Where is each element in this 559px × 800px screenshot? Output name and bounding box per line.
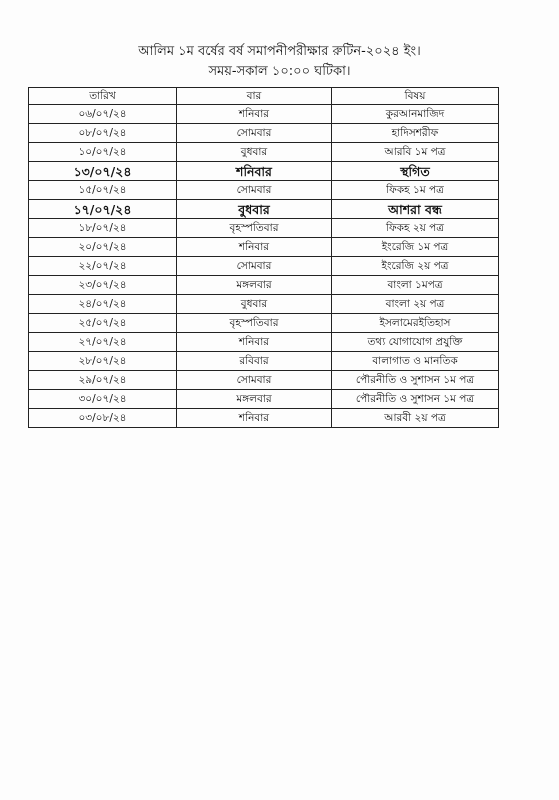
cell-day: বুধবার: [177, 200, 332, 219]
table-row: [29, 181, 499, 200]
table-row: [29, 352, 499, 371]
cell-date: ২০/০৭/২৪: [29, 238, 177, 257]
cell-date: ২২/০৭/২৪: [29, 257, 177, 276]
cell-day: শনিবার: [177, 409, 332, 428]
cell-date: ১৮/০৭/২৪: [29, 219, 177, 238]
table-row: [29, 238, 499, 257]
cell-date: ২৩/০৭/২৪: [29, 276, 177, 295]
cell-subject: বালাগাত ও মানতিক: [332, 352, 499, 371]
cell-subject: পৌরনীতি ও সুশাসন ১ম পত্র: [332, 371, 499, 390]
table-body: [29, 105, 499, 428]
cell-subject: ফিকহ ২য় পত্র: [332, 219, 499, 238]
column-header-day: বার: [177, 88, 332, 105]
table-row: [29, 200, 499, 219]
table-row: [29, 257, 499, 276]
table-row: [29, 162, 499, 181]
table-row: [29, 219, 499, 238]
table-row: [29, 333, 499, 352]
cell-date: ০৩/০৮/২৪: [29, 409, 177, 428]
table-row: [29, 390, 499, 409]
cell-date: ১৫/০৭/২৪: [29, 181, 177, 200]
cell-subject: আশরা বন্ধ: [332, 200, 499, 219]
cell-day: সোমবার: [177, 124, 332, 143]
cell-date: ২৯/০৭/২৪: [29, 371, 177, 390]
exam-routine-table: [28, 87, 499, 428]
table-row: [29, 314, 499, 333]
cell-date: ২৫/০৭/২৪: [29, 314, 177, 333]
page-title: আলিম ১ম বর্ষের বর্ষ সমাপনীপরীক্ষার রুটিন-২০২৪ ইং।: [138, 44, 421, 59]
cell-date: ০৮/০৭/২৪: [29, 124, 177, 143]
cell-day: সোমবার: [177, 371, 332, 390]
table-row: [29, 143, 499, 162]
table-row: [29, 276, 499, 295]
cell-date: ২৮/০৭/২৪: [29, 352, 177, 371]
cell-subject: বাংলা ১মপত্র: [332, 276, 499, 295]
cell-date: ০৬/০৭/২৪: [29, 105, 177, 124]
exam-time: সময়-সকাল ১০:০০ ঘটিকা।: [208, 64, 351, 79]
table-row: [29, 124, 499, 143]
cell-day: শনিবার: [177, 333, 332, 352]
table-row: [29, 409, 499, 428]
cell-day: রবিবার: [177, 352, 332, 371]
cell-day: সোমবার: [177, 181, 332, 200]
cell-date: ১৩/০৭/২৪: [29, 162, 177, 181]
cell-day: বৃহস্পতিবার: [177, 219, 332, 238]
cell-date: ৩০/০৭/২৪: [29, 390, 177, 409]
cell-subject: তথ্য যোগাযোগ প্রযুক্তি: [332, 333, 499, 352]
cell-date: ২৭/০৭/২৪: [29, 333, 177, 352]
table-header-row: [29, 88, 499, 105]
cell-subject: আরবি ১ম পত্র: [332, 143, 499, 162]
table-row: [29, 295, 499, 314]
cell-date: ১০/০৭/২৪: [29, 143, 177, 162]
cell-subject: বাংলা ২য় পত্র: [332, 295, 499, 314]
cell-day: বুধবার: [177, 295, 332, 314]
cell-subject: কুরআনমাজিদ: [332, 105, 499, 124]
cell-subject: পৌরনীতি ও সুশাসন ১ম পত্র: [332, 390, 499, 409]
cell-subject: ইসলামেরইতিহাস: [332, 314, 499, 333]
column-header-date: তারিখ: [29, 88, 177, 105]
cell-day: বৃহস্পতিবার: [177, 314, 332, 333]
table-row: [29, 371, 499, 390]
cell-day: শনিবার: [177, 238, 332, 257]
cell-subject: ইংরেজি ২য় পত্র: [332, 257, 499, 276]
cell-day: মঙ্গলবার: [177, 276, 332, 295]
cell-date: ২৪/০৭/২৪: [29, 295, 177, 314]
cell-day: মঙ্গলবার: [177, 390, 332, 409]
cell-day: শনিবার: [177, 105, 332, 124]
column-header-subject: বিষয়: [332, 88, 499, 105]
cell-date: ১৭/০৭/২৪: [29, 200, 177, 219]
cell-subject: আরবী ২য় পত্র: [332, 409, 499, 428]
cell-subject: হাদিসশরীফ: [332, 124, 499, 143]
cell-subject: স্থগিত: [332, 162, 499, 181]
cell-day: শনিবার: [177, 162, 332, 181]
cell-day: সোমবার: [177, 257, 332, 276]
cell-subject: ফিকহ ১ম পত্র: [332, 181, 499, 200]
table-row: [29, 105, 499, 124]
cell-subject: ইংরেজি ১ম পত্র: [332, 238, 499, 257]
cell-day: বুধবার: [177, 143, 332, 162]
